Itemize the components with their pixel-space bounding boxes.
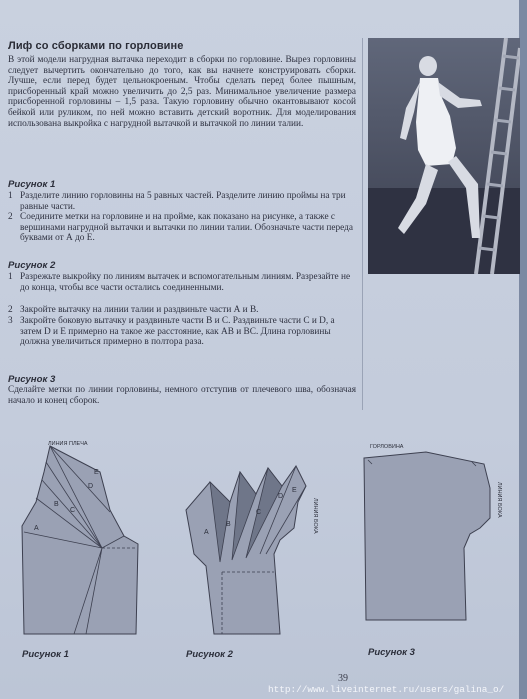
article-title: Лиф со сборками по горловине	[8, 40, 184, 52]
fig3-neck-label: ГОРЛОВИНА	[370, 444, 404, 450]
fig3-side-label: ЛИНИЯ БОКА	[496, 482, 502, 518]
section-heading-fig2: Рисунок 2	[8, 260, 56, 271]
fig2-letter-b: B	[226, 521, 231, 528]
photo-illustration	[368, 38, 520, 274]
step-number: 1	[8, 272, 13, 282]
step-number: 2	[8, 212, 13, 222]
intro-paragraph: В этой модели нагрудная вытачка переходит в сборки по горловине. Вырез горловины следует вычертить окончательно до того, как вы начнете конструировать сборки. Лучше, если перед будет цельнокроеным. Чтобы сделать перед более пышным, присборенный край можно увеличить до 2,5 раз. Минимальное увеличение размера присборенной горловины – 1,5 раза. Такую горловину обычно окантовывают косой бейкой или руликом, по ней можно вставить детский воротник. Для моделирования использована выкройка с нагрудной вытачкой и вытачкой по линии талии.	[8, 55, 356, 129]
fig1-letter-d: D	[88, 483, 94, 490]
figure2-caption: Рисунок 2	[186, 649, 233, 660]
step-number: 3	[8, 316, 13, 326]
step-text: Разрежьте выкройку по линиям вытачек и вспомогательным линиям. Разрезайте не до конца, чтобы все части остались соединенными.	[20, 272, 351, 293]
model-photo	[368, 38, 520, 274]
fig1-shoulder-label: ЛИНИЯ ПЛЕЧА	[48, 441, 88, 447]
section-heading-fig3: Рисунок 3	[8, 374, 56, 385]
step-item	[8, 305, 354, 316]
fig3-paragraph: Сделайте метки по линии горловины, немного отступив от плечевого шва, обозначая начало и конец сборок.	[8, 385, 356, 406]
step-text: Закройте боковую вытачку и раздвиньте части В и С. Раздвиньте части С и D, а затем D и E примерно на такое же расстояние, как АВ и ВС. Длина горловины должна увеличиться примерно в полтора раза.	[20, 316, 335, 348]
step-text: Разделите линию горловины на 5 равных частей. Разделите линию проймы на три равные части.	[20, 191, 346, 212]
fig2-letter-c: C	[256, 509, 262, 516]
fig2-side-label: ЛИНИЯ БОКА	[312, 498, 318, 534]
fig2-letter-e: E	[292, 487, 297, 494]
step-number: 2	[8, 305, 13, 315]
column-divider	[362, 38, 363, 410]
source-watermark: http://www.liveinternet.ru/users/galina_o/	[268, 684, 505, 695]
figure3-caption: Рисунок 3	[368, 647, 415, 658]
step-text: Соедините метки на горловине и на пройме, как показано на рисунке, а также с вершинами нагрудной вытачки и вытачки по линии талии. Обозначьте части переда буквами от А до Е.	[20, 212, 354, 244]
step-item	[8, 316, 354, 348]
step-text: Закройте вытачку на линии талии и раздвиньте части А и В.	[20, 305, 259, 315]
section-heading-fig1: Рисунок 1	[8, 179, 56, 190]
figure3-pattern	[352, 438, 520, 642]
fig1-letter-a: A	[34, 525, 39, 532]
step-number: 1	[8, 191, 13, 201]
book-gutter	[519, 0, 527, 699]
figure1-caption: Рисунок 1	[22, 649, 69, 660]
step-item	[8, 191, 354, 212]
fig1-letter-c: C	[70, 507, 76, 514]
fig1-letter-e: E	[94, 469, 99, 476]
fig1-letter-b: B	[54, 501, 59, 508]
page-number: 39	[338, 673, 348, 684]
step-item	[8, 212, 354, 244]
fig2-letter-d: D	[278, 493, 284, 500]
figure2-pattern	[170, 462, 330, 644]
step-item	[8, 272, 354, 293]
figure1-pattern	[6, 432, 156, 644]
fig2-letter-a: A	[204, 529, 209, 536]
